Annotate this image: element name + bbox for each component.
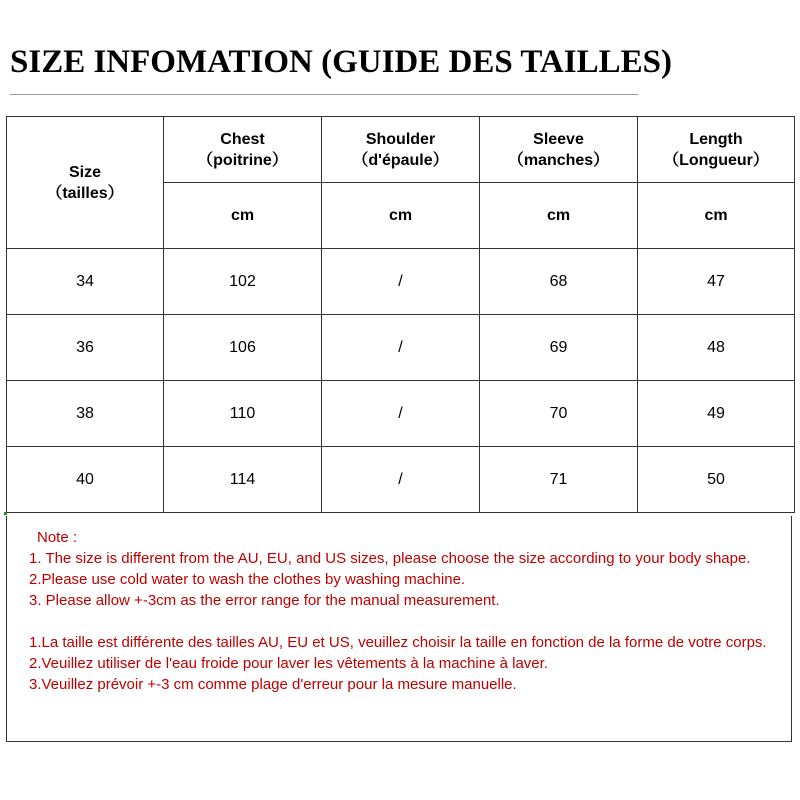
size-cell: 36 [7, 315, 164, 381]
header-shoulder-label-fr: （d'épaule） [352, 151, 449, 169]
header-chest-label: Chest [220, 130, 265, 148]
header-shoulder-label: Shoulder [365, 130, 436, 148]
header-size-label-fr: （tailles） [46, 184, 124, 202]
size-cell: 38 [7, 381, 164, 447]
unit-cell-sleeve: cm [480, 183, 638, 249]
sleeve-cell: 70 [480, 381, 638, 447]
size-table [6, 116, 795, 513]
sleeve-cell: 69 [480, 315, 638, 381]
header-chest-label-fr: （poitrine） [197, 151, 288, 169]
length-cell: 48 [638, 315, 795, 381]
sleeve-cell: 71 [480, 447, 638, 513]
note-en-2: 2.Please use cold water to wash the clothes by washing machine. [29, 571, 466, 588]
header-length-label: Length [689, 130, 743, 148]
header-length-label-fr: （Longueur） [663, 151, 769, 169]
table-row [7, 249, 795, 315]
notes-label: Note : [37, 529, 78, 546]
sleeve-cell: 68 [480, 249, 638, 315]
chest-cell: 106 [164, 315, 322, 381]
notes-spacer [29, 611, 791, 632]
header-size-label: Size [68, 163, 101, 181]
length-cell: 49 [638, 381, 795, 447]
note-en-1: 1. The size is different from the AU, EU, and US sizes, please choose the size according to your body shape. [29, 550, 751, 567]
note-fr-1: 1.La taille est différente des tailles AU, EU et US, veuillez choisir la taille en fonction de la forme de votre corps. [29, 634, 767, 651]
length-cell: 50 [638, 447, 795, 513]
corner-mark [4, 512, 7, 515]
unit-cell-length: cm [638, 183, 795, 249]
table-row [7, 447, 795, 513]
header-sleeve-label-fr: （manches） [507, 151, 610, 169]
table-row [7, 315, 795, 381]
chest-cell: 110 [164, 381, 322, 447]
shoulder-cell: / [322, 315, 480, 381]
header-cell-chest [164, 117, 322, 183]
size-cell: 34 [7, 249, 164, 315]
page-title: SIZE INFOMATION (GUIDE DES TAILLES) [10, 44, 672, 80]
chest-cell: 114 [164, 447, 322, 513]
length-cell: 47 [638, 249, 795, 315]
table-row [7, 381, 795, 447]
header-cell-size [7, 117, 164, 249]
title-underline [10, 94, 638, 95]
shoulder-cell: / [322, 447, 480, 513]
header-cell-shoulder [322, 117, 480, 183]
note-fr-3: 3.Veuillez prévoir +-3 cm comme plage d'erreur pour la mesure manuelle. [29, 676, 517, 693]
header-cell-length [638, 117, 795, 183]
unit-cell-chest: cm [164, 183, 322, 249]
header-cell-sleeve [480, 117, 638, 183]
unit-cell-shoulder: cm [322, 183, 480, 249]
header-sleeve-label: Sleeve [533, 130, 584, 148]
note-fr-2: 2.Veuillez utiliser de l'eau froide pour laver les vêtements à la machine à laver. [29, 655, 548, 672]
chest-cell: 102 [164, 249, 322, 315]
shoulder-cell: / [322, 249, 480, 315]
size-cell: 40 [7, 447, 164, 513]
notes-box [6, 516, 792, 742]
header-row [7, 117, 795, 183]
shoulder-cell: / [322, 381, 480, 447]
note-en-3: 3. Please allow +-3cm as the error range for the manual measurement. [29, 592, 500, 609]
